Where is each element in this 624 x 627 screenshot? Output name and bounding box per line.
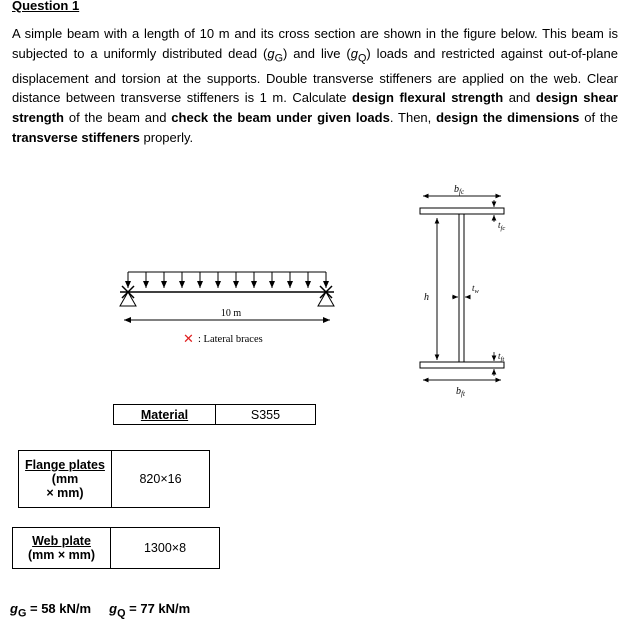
web-label-line1: Web plate [32, 534, 91, 548]
web-value: 1300×8 [110, 527, 220, 569]
loads-line [10, 601, 190, 620]
label-tw: $t_w$ [472, 283, 479, 295]
material-label: Material [114, 405, 216, 425]
question-text: A simple beam with a length of 10 m and its cross section are shown in the figure below. This beam is subjected to a uniformly distributed dead $(g_G)$ and live $(g_Q)$ loads and restricted against out-of-plane displacement and torsion at the supports. Double transverse stiffeners are applied on the web. Clear distance between transverse stiffeners is 1 m. Calculate design flexural strength and design shear strength of the beam and check the beam under given loads. Then, design the dimensions of the transverse stiffeners properly. [12, 26, 619, 145]
i-section [420, 208, 504, 368]
flange-label-cell [18, 450, 112, 508]
label-bft: $b_{ft}$ [456, 386, 465, 398]
flange-label-line1: Flange plates [25, 458, 105, 472]
load-dead: $g_G = 58$ kN/m [10, 601, 92, 620]
label-bfc: $b_{fc}$ [454, 184, 465, 196]
web-label-cell [12, 527, 111, 569]
span-label: 10 m [220, 308, 242, 319]
flange-value: 820×16 [111, 450, 210, 508]
label-tfc: $t_{fc}$ [498, 220, 506, 232]
material-table [113, 404, 316, 425]
right-support [318, 286, 334, 306]
label-tft: $t_{ft}$ [498, 351, 505, 363]
left-support [120, 286, 136, 306]
web-label-line2: (mm × mm) [27, 548, 96, 562]
brace-legend: : Lateral braces [198, 334, 263, 345]
distributed-load [128, 272, 326, 288]
load-live: $g_Q = 77$ kN/m [109, 601, 191, 620]
brace-symbol: ✕ [183, 332, 194, 347]
label-h: h [424, 292, 429, 303]
material-value: S355 [216, 405, 316, 425]
flange-label-line3: × mm) [46, 486, 84, 500]
question-heading: Question 1 [12, 0, 80, 13]
flange-label-line2: (mm [51, 472, 79, 486]
